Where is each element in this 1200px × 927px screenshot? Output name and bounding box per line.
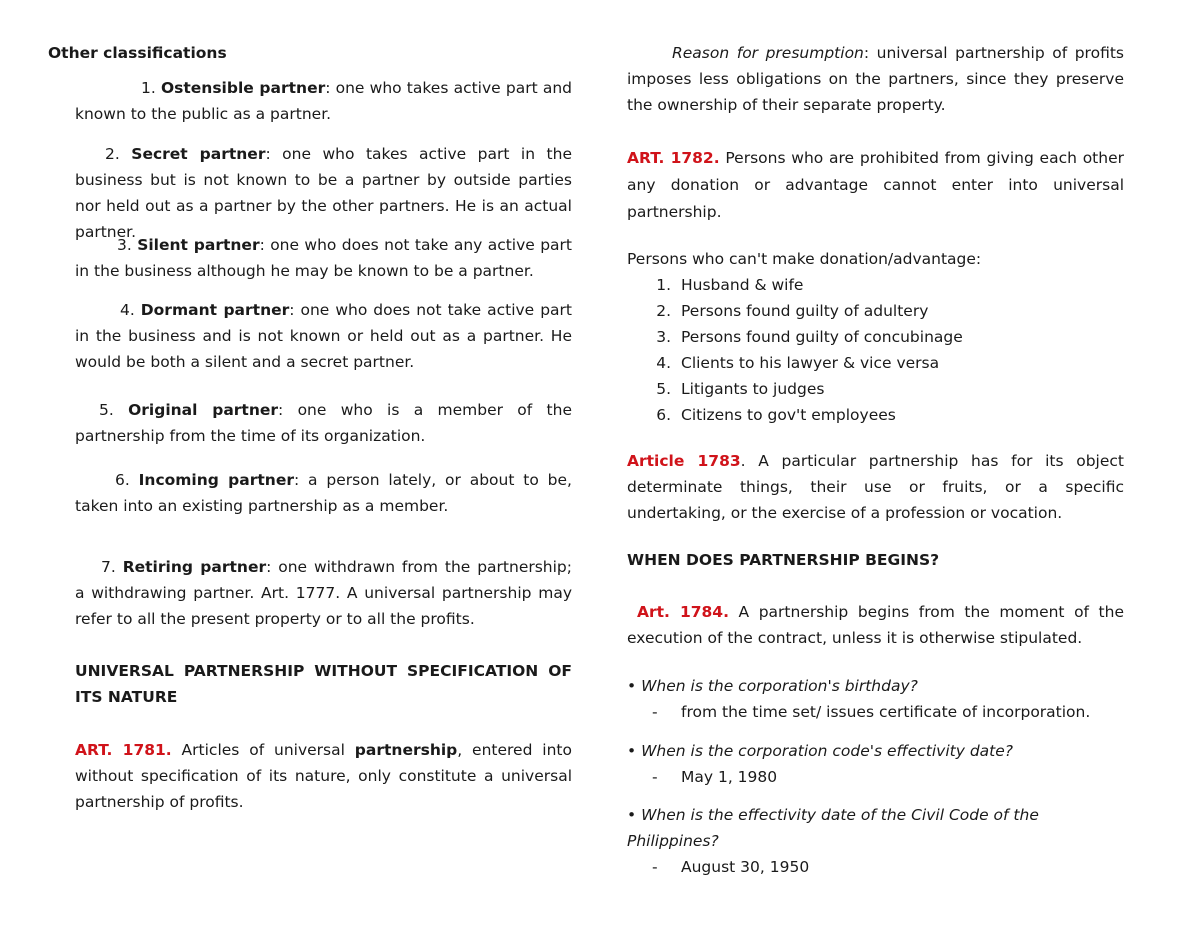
partner-original: 5. Original partner: one who is a member of the partnership from the time of its organization. bbox=[75, 401, 572, 445]
partner-dormant: 4. Dormant partner: one who does not take active part in the business and is not known or held out as a partner. He would be both a silent and a secret partner. bbox=[75, 301, 572, 371]
qa-birthday: • When is the corporation's birthday? - from the time set/ issues certificate of incorporation. bbox=[627, 673, 1124, 725]
universal-heading: UNIVERSAL PARTNERSHIP WITHOUT SPECIFICATION OF ITS NATURE bbox=[75, 662, 572, 706]
answer: August 30, 1950 bbox=[681, 858, 810, 876]
cant-donate-intro: Persons who can't make donation/advantage: bbox=[627, 250, 982, 268]
presumption-paragraph: Reason for presumption: universal partnership of profits imposes less obligations on the partners, since they preserve the ownership of their separate property. bbox=[627, 44, 1124, 114]
list-item: 1. Husband & wife bbox=[656, 276, 804, 294]
begins-heading: WHEN DOES PARTNERSHIP BEGINS? bbox=[627, 551, 940, 569]
list-item: 3. Persons found guilty of concubinage bbox=[656, 328, 963, 346]
cant-donate-list bbox=[627, 272, 1124, 428]
partner-secret: 2. Secret partner: one who takes active part in the business but is not known to be a partner by outside parties nor held out as a partner by the other partners. He is an actual partner. bbox=[75, 145, 572, 241]
list-item: 2. Persons found guilty of adultery bbox=[656, 302, 929, 320]
art-1782: ART. 1782. Persons who are prohibited from giving each other any donation or advantage cannot enter into universal partnership. bbox=[627, 149, 1124, 221]
list-item: 6. Citizens to gov't employees bbox=[656, 406, 896, 424]
partner-silent: 3. Silent partner: one who does not take any active part in the business although he may be known to be a partner. bbox=[75, 236, 572, 280]
question: • When is the corporation's birthday? bbox=[627, 677, 918, 695]
qa-civil-code: • When is the effectivity date of the Civil Code of the Philippines? - August 30, 1950 bbox=[627, 802, 1124, 880]
answer: from the time set/ issues certificate of incorporation. bbox=[681, 703, 1091, 721]
partner-ostensible: 1. Ostensible partner: one who takes active part and known to the public as a partner. bbox=[75, 79, 572, 123]
answer: May 1, 1980 bbox=[681, 768, 778, 786]
qa-corporation-code: • When is the corporation code's effectivity date? - May 1, 1980 bbox=[627, 738, 1124, 790]
art-1783: Article 1783. A particular partnership has for its object determinate things, their use or fruits, or a specific undertaking, or the exercise of a profession or vocation. bbox=[627, 452, 1124, 522]
partner-incoming: 6. Incoming partner: a person lately, or about to be, taken into an existing partnership as a member. bbox=[75, 471, 572, 515]
list-item: 4. Clients to his lawyer & vice versa bbox=[656, 354, 940, 372]
art-1784: Art. 1784. A partnership begins from the moment of the execution of the contract, unless it is otherwise stipulated. bbox=[627, 603, 1124, 647]
question: • When is the effectivity date of the Civil Code of the Philippines? bbox=[627, 806, 1039, 850]
art-1781: ART. 1781. Articles of universal partnership, entered into without specification of its nature, only constitute a universal partnership of profits. bbox=[75, 741, 572, 811]
question: • When is the corporation code's effectivity date? bbox=[627, 742, 1014, 760]
partner-retiring: 7. Retiring partner: one withdrawn from the partnership; a withdrawing partner. Art. 1777. A universal partnership may refer to all the present property or to all the profits. bbox=[75, 558, 572, 628]
section-title: Other classifications bbox=[48, 44, 227, 62]
list-item: 5. Litigants to judges bbox=[656, 380, 825, 398]
